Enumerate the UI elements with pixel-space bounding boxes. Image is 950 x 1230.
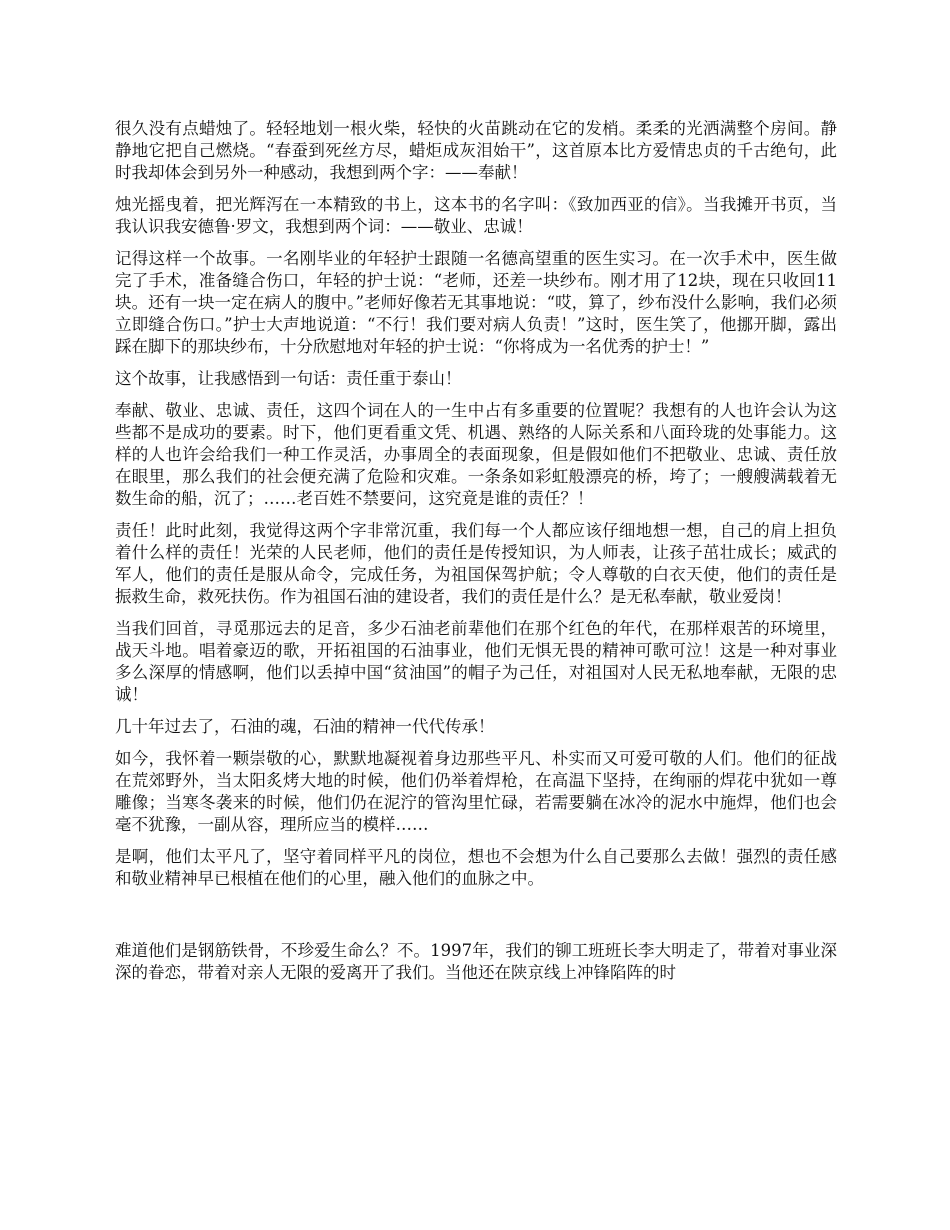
document-page [115,118,837,994]
paragraph-8: 几十年过去了，石油的魂，石油的精神一代代传承！ [115,717,495,736]
paragraph-3: 记得这样一个故事。一名刚毕业的年轻护士跟随一名德高望重的医生实习。在一次手术中，医生做完了手术，准备缝合伤口，年轻的护士说：“老师，还差一块纱布。刚才用了12块，现在只收回11块。还有一块一定在病人的腹中。”老师好像若无其事地说：“哎，算了，纱布没什么影响，我们必须立即缝合伤口。”护士大声地说道：“不行！我们要对病人负责！”这时，医生笑了，他挪开脚，露出踩在脚下的那块纱布，十分欣慰地对年轻的护士说：“你将成为一名优秀的护士！” [115,249,837,356]
paragraph-11: 难道他们是钢筋铁骨，不珍爱生命么？不。1997年，我们的铆工班班长李大明走了，带着对事业深深的眷恋，带着对亲人无限的爱离开了我们。当他还在陕京线上冲锋陷阵的时 [115,941,837,982]
paragraph-7: 当我们回首，寻觅那远去的足音，多少石油老前辈他们在那个红色的年代，在那样艰苦的环境里，战天斗地。唱着豪迈的歌，开拓祖国的石油事业，他们无惧无畏的精神可歌可泣！这是一种对事业多么深厚的情感啊，他们以丢掉中国“贫油国”的帽子为己任，对祖国对人民无私地奉献，无限的忠诚！ [115,619,837,704]
paragraph-9: 如今，我怀着一颗崇敬的心，默默地凝视着身边那些平凡、朴实而又可爱可敬的人们。他们的征战在荒郊野外，当太阳炙烤大地的时候，他们仍举着焊枪，在高温下坚持，在绚丽的焊花中犹如一尊雕像；当寒冬袭来的时候，他们仍在泥泞的管沟里忙碌，若需要躺在冰冷的泥水中施焊，他们也会毫不犹豫，一副从容，理所应当的模样…… [115,749,837,834]
paragraph-2: 烛光摇曳着，把光辉泻在一本精致的书上，这本书的名字叫：《致加西亚的信》。当我摊开书页，当我认识我安德鲁·罗文，我想到两个词：——敬业、忠诚！ [115,195,837,236]
paragraph-10: 是啊，他们太平凡了，坚守着同样平凡的岗位，想也不会想为什么自己要那么去做！强烈的责任感和敬业精神早已根植在他们的心里，融入他们的血脉之中。 [115,847,837,888]
blank-line [115,900,837,940]
paragraph-6: 责任！此时此刻，我觉得这两个字非常沉重，我们每一个人都应该仔细地想一想，自己的肩上担负着什么样的责任！光荣的人民老师，他们的责任是传授知识，为人师表，让孩子茁壮成长；威武的军人，他们的责任是服从命令，完成任务，为祖国保驾护航；令人尊敬的白衣天使，他们的责任是振救生命，救死扶伤。作为祖国石油的建设者，我们的责任是什么？是无私奉献，敬业爱岗！ [115,521,837,606]
paragraph-4: 这个故事，让我感悟到一句话：责任重于泰山！ [115,369,462,388]
paragraph-5: 奉献、敬业、忠诚、责任，这四个词在人的一生中占有多重要的位置呢？我想有的人也许会认为这些都不是成功的要素。时下，他们更看重文凭、机遇、熟络的人际关系和八面玲珑的处事能力。这样的人也许会给我们一种工作灵活，办事周全的表面现象，但是假如他们不把敬业、忠诚、责任放在眼里，那么我们的社会便充满了危险和灾难。一条条如彩虹般漂亮的桥，垮了；一艘艘满载着无数生命的船，沉了；……老百姓不禁要问，这究竟是谁的责任？！ [115,401,837,508]
paragraph-1: 很久没有点蜡烛了。轻轻地划一根火柴，轻快的火苗跳动在它的发梢。柔柔的光洒满整个房间。静静地它把自己燃烧。“春蚕到死丝方尽，蜡炬成灰泪始干”，这首原本比方爱情忠贞的千古绝句，此时我却体会到另外一种感动，我想到两个字：——奉献！ [115,119,837,182]
